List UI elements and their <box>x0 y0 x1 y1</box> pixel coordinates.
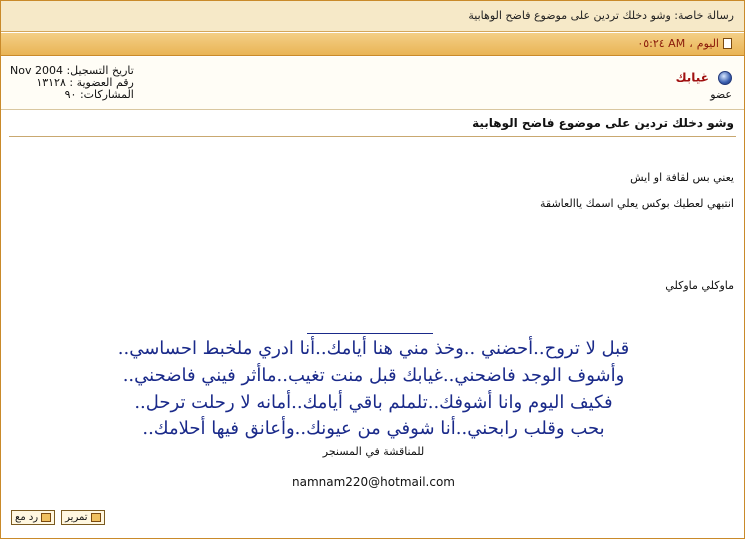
post-time: ٠٥:٢٤ AM <box>637 37 686 50</box>
message-title: وشو دخلك تردين على موضوع فاضح الوهابية <box>472 116 734 130</box>
title-bar <box>1 1 744 32</box>
user-stats <box>10 65 134 101</box>
reply-icon <box>41 513 51 522</box>
message-line-3: ماوكلي ماوكلي <box>665 279 734 292</box>
username-link[interactable]: غيابك <box>675 70 709 85</box>
member-number: رقم العضوية : ١٣١٢٨ <box>36 76 134 89</box>
date-label: اليوم <box>696 37 719 50</box>
window-title: رسالة خاصة: وشو دخلك تردين على موضوع فاضح الوهابية <box>468 9 734 22</box>
post-date-bar: اليوم ، ٠٥:٢٤ AM <box>1 33 744 56</box>
forward-button[interactable]: تمرير <box>61 510 104 525</box>
poem-line-1: قبل لا تروح..أحضني ..وخذ مني هنا أيامك..أنا ادري ملخبط احساسي.. <box>117 338 630 359</box>
online-status-icon <box>718 71 732 85</box>
reply-with-quote-button[interactable]: رد مع <box>11 510 55 525</box>
poem-line-4: بحب وقلب رابحني..أنا شوفي من عيونك..وأعانق فيها أحلامك.. <box>142 418 605 439</box>
contact-note: للمناقشة في المسنجر <box>322 445 425 458</box>
user-rank: عضو <box>710 88 732 101</box>
poem-line-3: فكيف اليوم وانا أشوفك..تلملم باقي أيامك..أمانه لا رحلت ترحل.. <box>134 392 613 413</box>
forward-icon <box>91 513 101 522</box>
post-icon <box>723 38 732 49</box>
post-count: المشاركات: ٩٠ <box>64 88 134 101</box>
message-line-1: يعني بس لقافة او ايش <box>630 171 734 184</box>
user-info-bar <box>1 57 744 110</box>
poem-overline <box>307 333 433 334</box>
join-date: تاريخ التسجيل: Nov 2004 <box>10 64 134 77</box>
divider <box>9 136 736 137</box>
action-buttons <box>11 510 105 525</box>
email-address: namnam220@hotmail.com <box>291 475 455 489</box>
poem-line-2: وأشوف الوجد فاضحني..غيابك قبل منت تغيب..ماأثر فيني فاضحني.. <box>122 365 625 386</box>
message-line-2: انتبهي لعطيك بوكس يعلي اسمك ياالعاشقة <box>540 197 734 210</box>
